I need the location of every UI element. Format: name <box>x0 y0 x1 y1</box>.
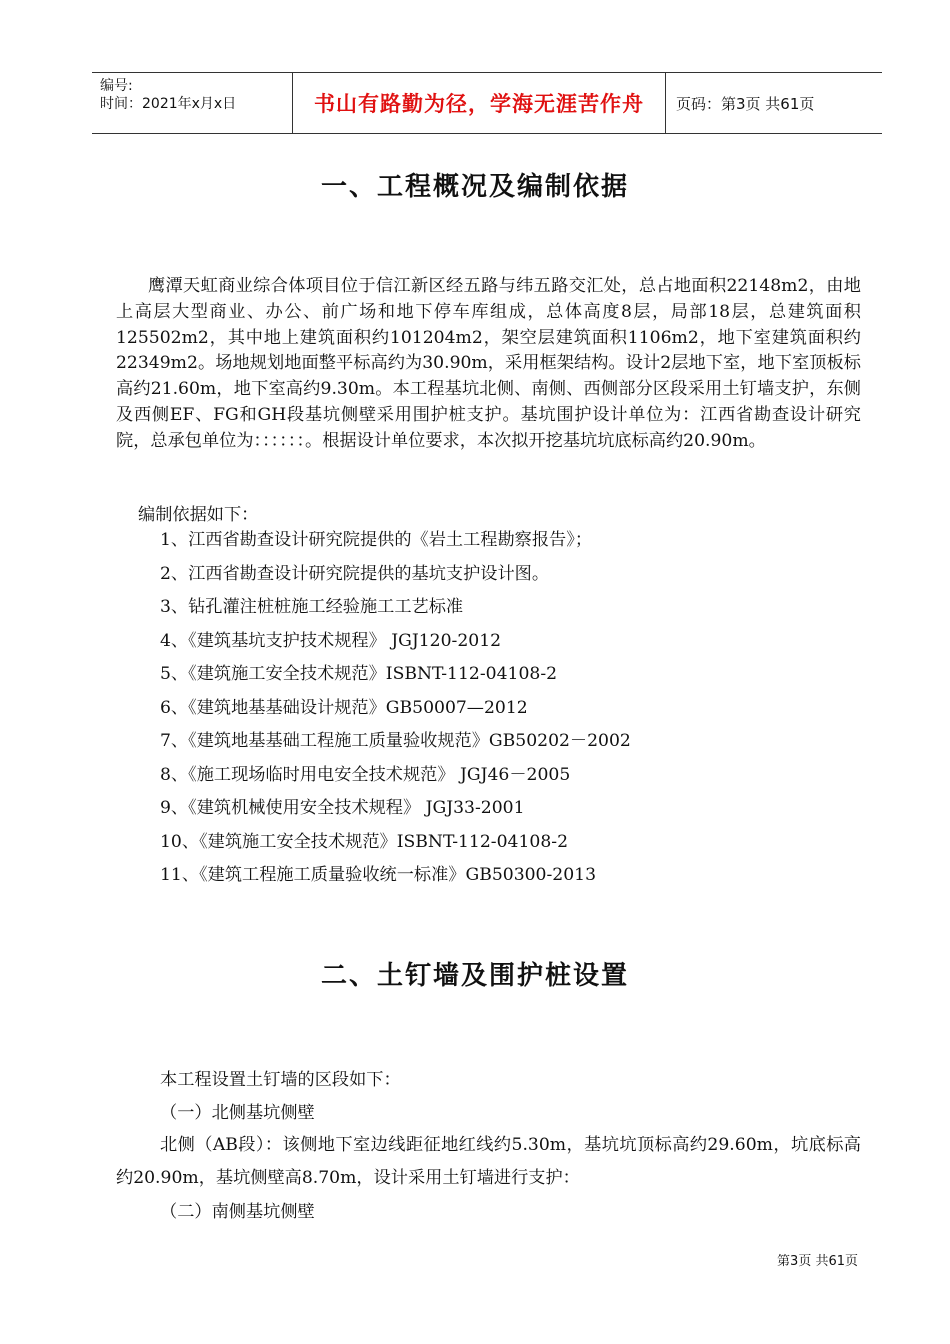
section1-title: 一、工程概况及编制依据 <box>320 172 629 202</box>
section2-intro: 本工程设置土钉墙的区段如下： <box>160 1070 401 1090</box>
header-meta <box>92 73 293 133</box>
basis-item: 4、《建筑基坑支护技术规程》 JGJ120-2012 <box>160 631 502 651</box>
north-heading: （一）北侧基坑侧壁 <box>160 1103 315 1123</box>
section1-paragraph: 鹰潭天虹商业综合体项目位于信江新区经五路与纬五路交汇处，总占地面积22148m2，由地上高层大型商业、办公、前广场和地下停车库组成，总体高度8层，局部18层，总建筑面积125502m2，其中地上建筑面积约101204m2，架空层建筑面积1106m2，地下室建筑面积约22349m2。场地规划地面整平标高约为30.90m，采用框架结构。设计2层地下室，地下室顶板标高约21.60m，地下室高约9.30m。本工程基坑北侧、南侧、西侧部分区段采用土钉墙支护，东侧及西侧EF、FG和GH段基坑侧壁采用围护桩支护。基坑围护设计单位为：江西省勘查设计研究院，总承包单位为：：：：：：。根据设计单位要求，本次拟开挖基坑坑底标高约20.90m。 <box>116 276 861 451</box>
page-footer: 第3页 共61页 <box>777 1254 858 1269</box>
basis-item: 5、《建筑施工安全技术规范》ISBNT-112-04108-2 <box>160 664 558 684</box>
section2-title: 二、土钉墙及围护桩设置 <box>320 961 629 991</box>
basis-item: 8、《施工现场临时用电安全技术规范》 JGJ46－2005 <box>160 765 571 785</box>
basis-intro: 编制依据如下： <box>138 505 259 525</box>
code-label: 编号: <box>100 78 133 94</box>
basis-item: 9、《建筑机械使用安全技术规程》 JGJ33-2001 <box>160 798 525 818</box>
basis-item: 1、江西省勘查设计研究院提供的《岩土工程勘察报告》； <box>160 530 593 550</box>
basis-item: 11、《建筑工程施工质量验收统一标准》GB50300-2013 <box>160 865 597 885</box>
basis-item: 3、钻孔灌注桩桩施工经验施工工艺标准 <box>160 597 464 617</box>
basis-item: 6、《建筑地基基础设计规范》GB50007—2012 <box>160 698 528 718</box>
south-heading: （二）南侧基坑侧壁 <box>160 1202 315 1222</box>
header-slogan: 书山有路勤为径，学海无涯苦作舟 <box>293 73 666 133</box>
basis-item: 10、《建筑施工安全技术规范》ISBNT-112-04108-2 <box>160 832 569 852</box>
basis-item: 7、《建筑地基基础工程施工质量验收规范》GB50202－2002 <box>160 731 631 751</box>
header-page-info: 页码：第3页 共61页 <box>676 94 815 113</box>
north-text: 北侧（AB段）：该侧地下室边线距征地红线约5.30m，基坑坑顶标高约29.60m，坑底标高约20.90m，基坑侧壁高8.70m，设计采用土钉墙进行支护： <box>116 1135 861 1188</box>
time-label: 时间：2021年x月x日 <box>100 96 237 112</box>
page-header <box>92 72 882 134</box>
basis-item: 2、江西省勘查设计研究院提供的基坑支护设计图。 <box>160 564 550 584</box>
